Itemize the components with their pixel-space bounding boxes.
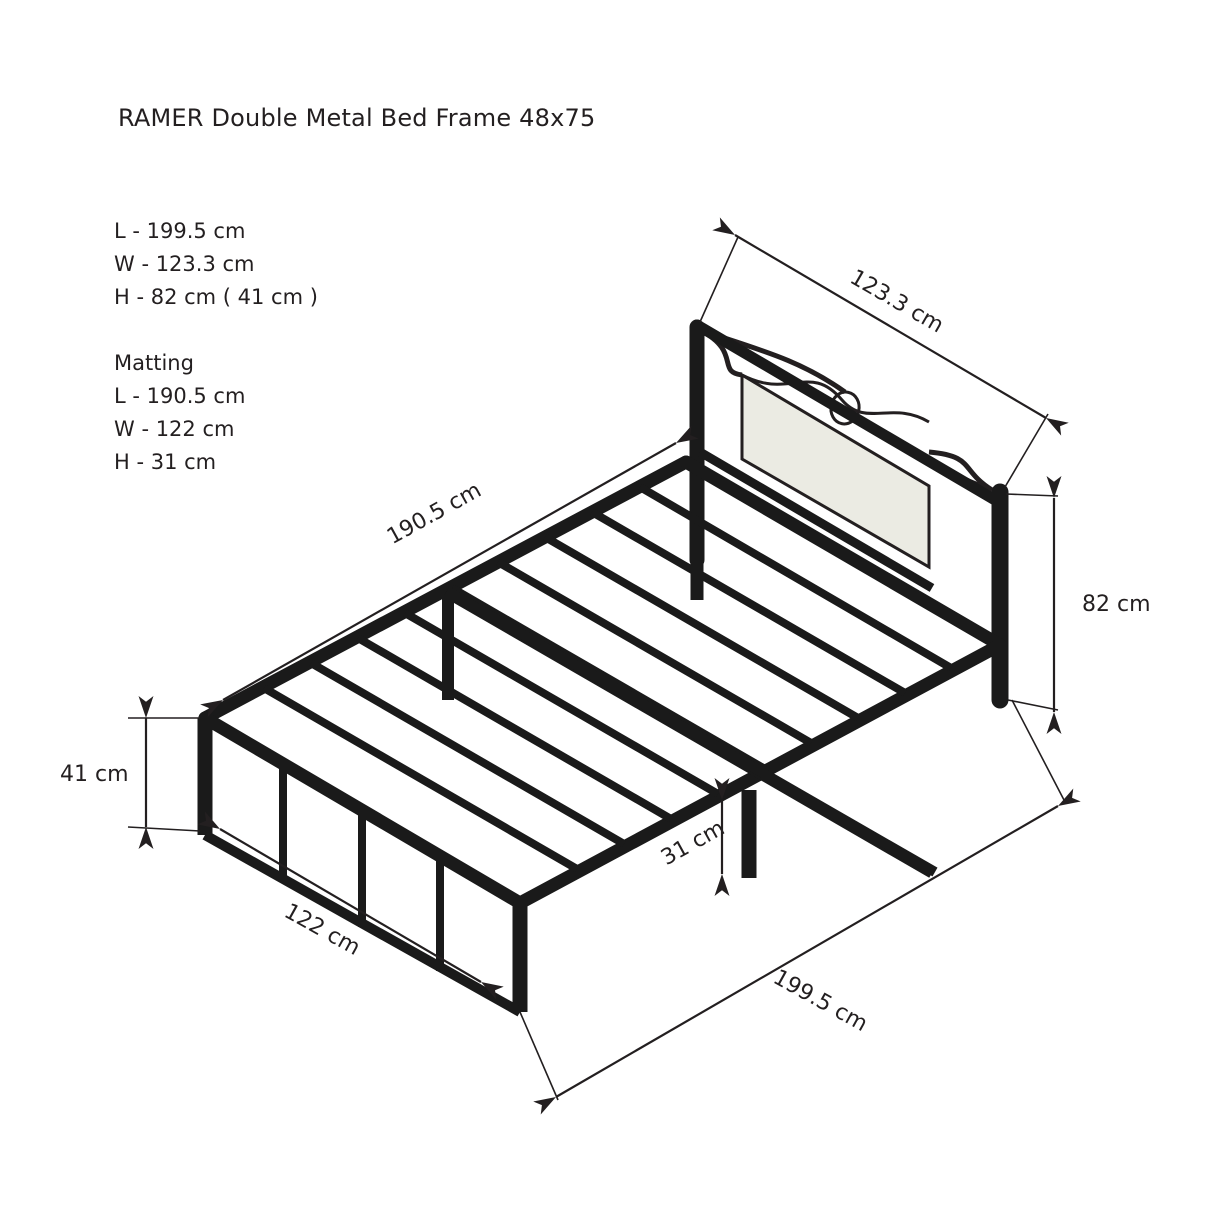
dimension-label-headboard-width: 123.3 cm [845, 265, 948, 339]
dimension-label-mattress-width: 122 cm [279, 899, 365, 961]
spec-matting-width: W - 122 cm [114, 417, 235, 441]
dimension-label-frame-length: 199.5 cm [768, 965, 872, 1038]
dimension-label-frame-height: 41 cm [60, 762, 129, 787]
spec-matting-heading: Matting [114, 351, 194, 375]
spec-frame-length: L - 199.5 cm [114, 219, 246, 243]
spec-matting-height: H - 31 cm [114, 450, 217, 474]
spec-frame-width: W - 123.3 cm [114, 252, 255, 276]
dimline-headboard-width [735, 235, 1046, 418]
dimension-label-mattress-length: 190.5 cm [383, 477, 486, 550]
dimension-label-headboard-height: 82 cm [1082, 592, 1151, 617]
spec-matting-length: L - 190.5 cm [114, 384, 246, 408]
page-title: RAMER Double Metal Bed Frame 48x75 [118, 104, 596, 132]
spec-frame-height: H - 82 cm ( 41 cm ) [114, 285, 318, 309]
dimension-label-slat-height: 31 cm [657, 815, 730, 871]
